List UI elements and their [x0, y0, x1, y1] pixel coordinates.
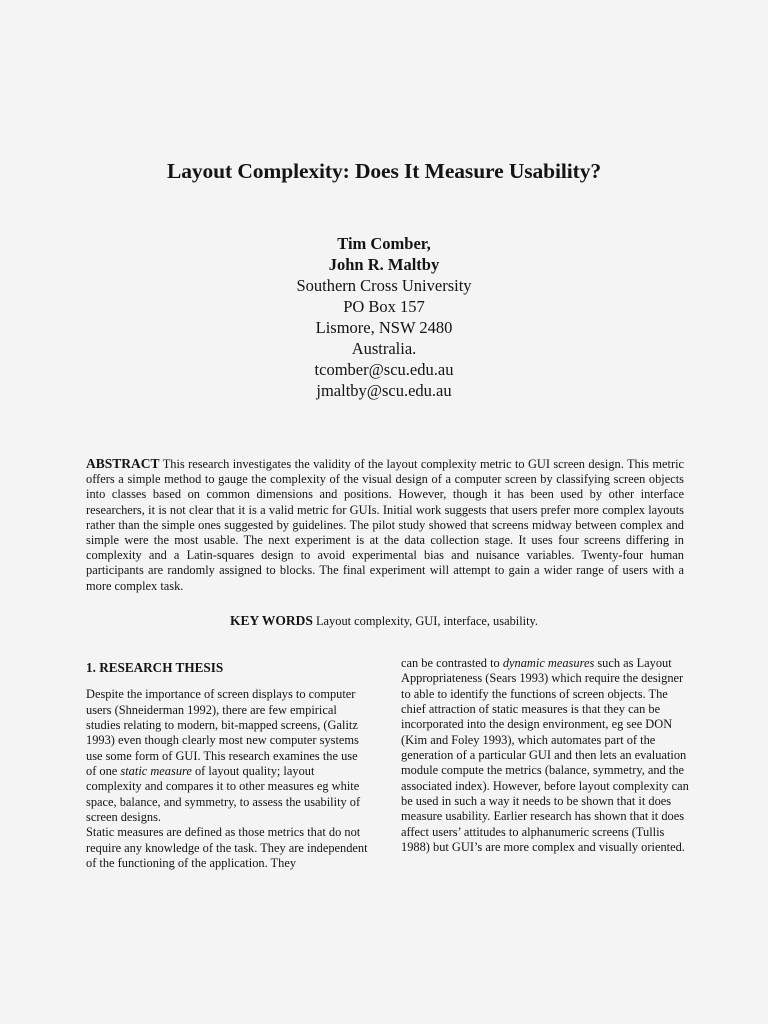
body-paragraph [401, 656, 691, 855]
paragraph-text: such as Layout Appropriateness (Sears 1993) which require the designer to able to identify the functions of screen objects. The chief attraction of static measures is that they can be incorporated into the design environment, eg see DON (Kim and Foley 1993), which automates part of the generation of a particular GUI and then lets an evaluation module compute the metrics (balance, symmetry, and the associated index). However, before layout complexity can be used in such a way it needs to be shown that it does measure usability. Earlier research has shown that it does affect users’ attitudes to alphanumeric screens (Tullis 1988) but GUI’s are more complex and visually oriented. [401, 656, 689, 855]
author-name: John R. Maltby [328, 255, 440, 274]
abstract-text: This research investigates the validity of the layout complexity metric to GUI screen design. This metric offers a simple method to gauge the complexity of the visual design of a computer screen by classifying screen objects into classes based on common dimensions and positions. However, though it has been used by other interface researchers, it is not clear that it is a valid metric for GUIs. Initial work suggests that users prefer more complex layouts rather than the simple ones suggested by guidelines. The pilot study showed that screens midway between complex and simple were the most usable. The next experiment is at the data collection stage. It uses four screens differing in complexity and a Latin-squares design to avoid experimental bias and nuisance variables. Twenty-four human participants are randomly assigned to blocks. The final experiment will attempt to gain a wider range of users with a more complex task. [86, 457, 685, 593]
body-paragraph: Static measures are defined as those metrics that do not require any knowledge of the task. They are independent of the functioning of the application. They [86, 825, 368, 871]
email-address: tcomber@scu.edu.au [314, 360, 454, 379]
keywords-heading: KEY WORDS [229, 613, 313, 628]
email-address: jmaltby@scu.edu.au [316, 381, 452, 400]
paragraph-text: of layout quality; layout complexity and compares it to other measures eg white space, balance, and symmetry, to assess the usability of screen designs. [86, 764, 361, 825]
author-block [0, 233, 768, 401]
abstract-heading: ABSTRACT [86, 456, 160, 471]
emphasis-text: static measure [120, 764, 192, 779]
keywords [0, 613, 768, 629]
abstract [86, 456, 684, 594]
keywords-text: Layout complexity, GUI, interface, usability. [315, 614, 539, 628]
paragraph-text: Despite the importance of screen displays to computer users (Shneiderman 1992), there are few empirical studies relating to modern, bit-mapped screens, (Galitz 1993) even though clearly most new computer systems use some form of GUI. This research examines the use of one [86, 687, 359, 779]
affiliation-line: Southern Cross University [296, 276, 472, 295]
paragraph-text: can be contrasted to [401, 656, 503, 670]
affiliation-line: Australia. [351, 339, 417, 358]
paper-title: Layout Complexity: Does It Measure Usability? [166, 159, 602, 183]
affiliation-line: Lismore, NSW 2480 [315, 318, 453, 337]
affiliation-line: PO Box 157 [343, 297, 425, 316]
emphasis-text: dynamic measures [502, 656, 595, 670]
author-name: Tim Comber, [337, 234, 431, 253]
left-column [86, 660, 370, 871]
right-column [401, 656, 691, 855]
section-heading: 1. RESEARCH THESIS [86, 660, 224, 675]
body-paragraph [86, 687, 370, 825]
